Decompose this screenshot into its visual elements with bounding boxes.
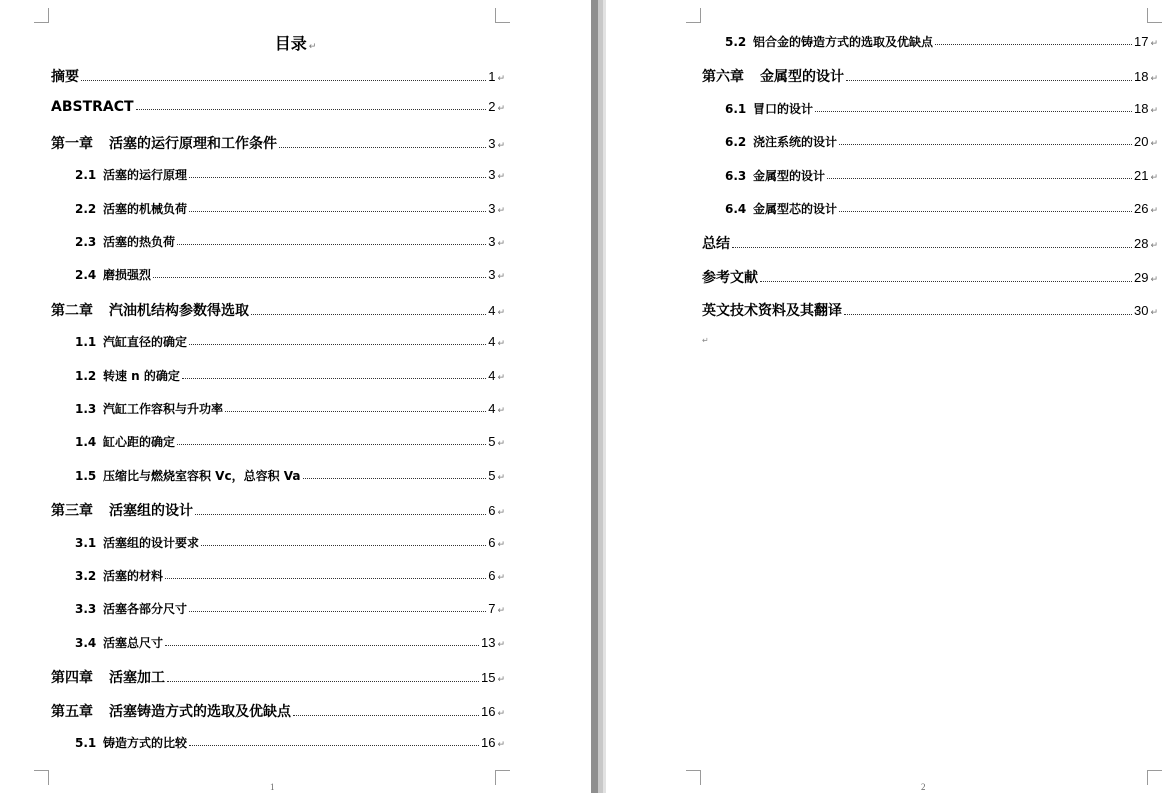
toc-page-number: 17 (1133, 34, 1149, 49)
dot-leader (189, 211, 486, 212)
paragraph-mark-icon: ↵ (497, 606, 505, 617)
paragraph-mark-icon: ↵ (497, 74, 505, 84)
margin-corner-mark (34, 770, 49, 785)
page-separator (591, 0, 606, 793)
paragraph-mark-icon: ↵ (497, 239, 505, 249)
dot-leader (935, 44, 1132, 45)
toc-entry-number: 2.2 (75, 201, 97, 216)
toc-page-number: 1 (488, 69, 496, 84)
toc-chapter-entry[interactable] (51, 701, 505, 721)
paragraph-mark-icon: ↵ (1150, 172, 1158, 183)
dot-leader (303, 478, 487, 479)
toc-section-entry[interactable] (75, 233, 505, 250)
dot-leader (195, 514, 486, 515)
toc-entry-number: 2.3 (75, 235, 97, 249)
toc-entry-title: 汽缸工作容积与升功率 (103, 402, 224, 416)
toc-entry-number: 3.4 (75, 635, 97, 650)
dot-leader (815, 111, 1132, 112)
paragraph-mark-icon: ↵ (497, 740, 505, 750)
dot-leader (839, 211, 1132, 212)
toc-entry-title: 压缩比与燃烧室容积 Vc，总容积 Va (103, 468, 301, 483)
toc-chapter-entry[interactable] (51, 500, 505, 520)
toc-entry-number: 1.3 (75, 402, 97, 416)
dot-leader (279, 147, 486, 148)
toc-page-number: 3 (488, 135, 496, 151)
toc-entry-title: 磨损强烈 (103, 268, 152, 283)
toc-page-number: 4 (488, 401, 496, 416)
toc-chapter-entry[interactable] (51, 300, 505, 320)
paragraph-mark-icon: ↵ (497, 573, 505, 583)
toc-section-entry[interactable] (75, 367, 505, 384)
paragraph-mark-icon: ↵ (497, 708, 505, 719)
dot-leader (182, 378, 486, 379)
toc-entry-title: 总结 (702, 236, 730, 253)
toc-entry-title: 铝合金的铸造方式的选取及优缺点 (753, 35, 934, 49)
toc-page-number: 4 (488, 302, 496, 318)
toc-section-entry[interactable] (75, 534, 505, 551)
toc-entry-title: 金属型的设计 (753, 168, 826, 183)
toc-page-number: 18 (1133, 69, 1149, 85)
toc-entry-title: 铸造方式的比较 (103, 736, 188, 750)
paragraph-mark-icon: ↵ (497, 675, 505, 686)
toc-chapter-entry[interactable] (702, 233, 1158, 253)
toc-chapter-entry[interactable] (702, 66, 1158, 86)
toc-section-entry[interactable] (725, 33, 1158, 50)
paragraph-mark-icon: ↵ (497, 307, 505, 318)
toc-section-entry[interactable] (75, 400, 505, 417)
paragraph-mark-icon: ↵ (1150, 139, 1158, 150)
toc-entry-number: 1.2 (75, 368, 97, 383)
dot-leader (165, 578, 486, 579)
toc-section-entry[interactable] (725, 167, 1158, 184)
dot-leader (844, 314, 1132, 315)
toc-entry-title: 活塞的运行原理和工作条件 (109, 135, 277, 152)
toc-page-number: 18 (1133, 100, 1149, 116)
toc-section-entry[interactable] (75, 634, 505, 651)
toc-page-number: 5 (488, 467, 496, 483)
paragraph-mark-icon: ↵ (497, 339, 505, 350)
toc-entry-number: 第二章 (51, 302, 93, 319)
paragraph-mark-icon: ↵ (1150, 105, 1158, 116)
dot-leader (293, 715, 479, 716)
toc-page-number: 26 (1133, 201, 1149, 216)
dot-leader (839, 144, 1132, 145)
toc-section-entry[interactable] (75, 734, 505, 751)
margin-corner-mark (1147, 770, 1162, 785)
margin-corner-mark (34, 8, 49, 23)
paragraph-mark-icon: ↵ (497, 372, 505, 383)
toc-entry-number: 2.4 (75, 268, 97, 283)
paragraph-mark-icon: ↵ (497, 140, 505, 151)
paragraph-mark-icon: ↵ (497, 104, 505, 115)
toc-entry-title: 活塞总尺寸 (103, 635, 164, 650)
toc-entry-title: 活塞的材料 (103, 569, 164, 583)
paragraph-mark-icon: ↵ (497, 539, 505, 550)
toc-page-number: 3 (488, 167, 496, 183)
page-number: 1 (270, 782, 275, 792)
toc-page-number: 4 (488, 367, 496, 383)
toc-entry-title: ABSTRACT (51, 99, 134, 116)
toc-page-number: 15 (480, 670, 496, 686)
toc-entry-title: 活塞组的设计要求 (103, 535, 200, 550)
toc-page-number: 3 (488, 234, 496, 249)
toc-entry-number: 3.2 (75, 569, 97, 583)
toc-entry-number: 6.4 (725, 202, 747, 216)
paragraph-mark-icon: ↵ (497, 272, 505, 283)
toc-title (0, 31, 591, 54)
toc-entry-title: 汽缸直径的确定 (103, 335, 188, 350)
toc-page-number: 28 (1133, 236, 1149, 252)
toc-entry-number: 1.4 (75, 435, 97, 450)
toc-entry-number: 6.1 (725, 101, 747, 116)
dot-leader (760, 281, 1132, 282)
toc-entry-title: 金属型的设计 (760, 69, 844, 86)
toc-page-number: 7 (488, 601, 496, 617)
toc-page-number: 6 (488, 568, 496, 583)
paragraph-mark-icon: ↵ (1150, 74, 1158, 85)
dot-leader (189, 611, 486, 612)
paragraph-mark-icon: ↵ (497, 172, 505, 183)
margin-corner-mark (686, 8, 701, 23)
toc-page-number: 29 (1133, 269, 1149, 285)
toc-entry-title: 汽油机结构参数得选取 (109, 302, 249, 319)
dot-leader (81, 80, 486, 81)
toc-title-text: 目录 (274, 34, 307, 53)
margin-corner-mark (495, 8, 510, 23)
dot-leader (251, 314, 486, 315)
page-number: 2 (921, 782, 926, 792)
paragraph-mark-icon: ↵ (497, 406, 505, 416)
toc-section-entry[interactable] (75, 433, 505, 450)
toc-page-number: 3 (488, 200, 496, 216)
paragraph-mark-icon: ↵ (497, 472, 505, 483)
toc-page-number: 3 (488, 267, 496, 283)
margin-corner-mark (686, 770, 701, 785)
paragraph-mark-icon: ↵ (1150, 206, 1158, 216)
toc-chapter-entry[interactable] (51, 667, 505, 687)
dot-leader (136, 109, 487, 110)
toc-section-entry[interactable] (75, 200, 505, 217)
toc-chapter-entry[interactable] (51, 66, 505, 86)
toc-section-entry[interactable] (725, 100, 1158, 117)
paragraph-mark-icon: ↵ (497, 508, 505, 519)
toc-section-entry[interactable] (75, 600, 505, 617)
toc-entry-number: 第四章 (51, 670, 93, 687)
document-page-2 (606, 0, 1163, 793)
toc-page-number: 4 (488, 334, 496, 350)
dot-leader (177, 444, 486, 445)
toc-entry-title: 活塞的机械负荷 (103, 201, 188, 216)
toc-page-number: 2 (488, 99, 496, 115)
dot-leader (189, 745, 479, 746)
toc-section-entry[interactable] (725, 200, 1158, 217)
toc-chapter-entry[interactable] (51, 133, 505, 153)
dot-leader (153, 277, 486, 278)
paragraph-mark-icon: ↵ (497, 439, 505, 450)
toc-page-number: 6 (488, 534, 496, 550)
toc-section-entry[interactable] (75, 567, 505, 584)
toc-entry-title: 活塞的热负荷 (103, 235, 176, 249)
empty-paragraph-mark-icon: ↵ (702, 336, 709, 345)
toc-entry-title: 冒口的设计 (753, 101, 814, 116)
toc-entry-title: 金属型芯的设计 (753, 202, 838, 216)
toc-entry-number: 3.3 (75, 602, 97, 617)
toc-entry-number: 1.5 (75, 468, 97, 483)
toc-entry-number: 第六章 (702, 69, 744, 86)
paragraph-mark-icon: ↵ (308, 42, 317, 52)
margin-corner-mark (1147, 8, 1162, 23)
toc-entry-number: 第三章 (51, 503, 93, 520)
paragraph-mark-icon: ↵ (497, 639, 505, 650)
toc-entry-title: 活塞铸造方式的选取及优缺点 (109, 703, 291, 720)
toc-section-entry[interactable] (75, 166, 505, 183)
toc-entry-number: 2.1 (75, 168, 97, 183)
toc-page-number: 13 (480, 634, 496, 650)
dot-leader (846, 80, 1132, 81)
toc-entry-title: 英文技术资料及其翻译 (702, 303, 842, 320)
dot-leader (165, 645, 479, 646)
dot-leader (167, 681, 479, 682)
toc-entry-title: 活塞加工 (109, 670, 165, 687)
toc-entry-title: 活塞各部分尺寸 (103, 602, 188, 617)
toc-section-entry[interactable] (75, 266, 505, 283)
toc-chapter-entry[interactable] (51, 99, 505, 115)
toc-page-number: 16 (480, 703, 496, 719)
toc-chapter-entry[interactable] (702, 267, 1158, 287)
toc-entry-number: 3.1 (75, 535, 97, 550)
paragraph-mark-icon: ↵ (1150, 308, 1158, 319)
dot-leader (189, 344, 486, 345)
toc-entry-number: 第五章 (51, 703, 93, 720)
dot-leader (732, 247, 1132, 248)
toc-entry-number: 6.2 (725, 135, 747, 150)
toc-entry-title: 活塞的运行原理 (103, 168, 188, 183)
toc-entry-title: 缸心距的确定 (103, 435, 176, 450)
paragraph-mark-icon: ↵ (1150, 274, 1158, 285)
toc-page-number: 21 (1133, 167, 1149, 183)
dot-leader (177, 244, 486, 245)
dot-leader (189, 177, 486, 178)
toc-entry-title: 活塞组的设计 (109, 503, 193, 520)
toc-section-entry[interactable] (75, 467, 505, 484)
toc-entry-title: 转速 n 的确定 (103, 368, 180, 383)
paragraph-mark-icon: ↵ (1150, 39, 1158, 49)
dot-leader (225, 411, 486, 412)
toc-page-number: 6 (488, 503, 496, 519)
toc-page-number: 30 (1133, 303, 1149, 319)
toc-page-number: 16 (480, 735, 496, 750)
toc-entry-title: 参考文献 (702, 269, 758, 286)
dot-leader (201, 545, 486, 546)
margin-corner-mark (495, 770, 510, 785)
paragraph-mark-icon: ↵ (497, 205, 505, 216)
toc-entry-number: 5.1 (75, 736, 97, 750)
toc-entry-number: 第一章 (51, 135, 93, 152)
toc-page-number: 20 (1133, 134, 1149, 150)
toc-entry-number: 5.2 (725, 35, 747, 49)
toc-section-entry[interactable] (75, 333, 505, 350)
toc-chapter-entry[interactable] (702, 300, 1158, 320)
paragraph-mark-icon: ↵ (1150, 241, 1158, 252)
toc-section-entry[interactable] (725, 133, 1158, 150)
dot-leader (827, 178, 1132, 179)
toc-page-number: 5 (488, 434, 496, 450)
toc-entry-title: 摘要 (51, 69, 79, 85)
toc-entry-number: 6.3 (725, 168, 747, 183)
toc-entry-title: 浇注系统的设计 (753, 135, 838, 150)
toc-entry-number: 1.1 (75, 335, 97, 350)
